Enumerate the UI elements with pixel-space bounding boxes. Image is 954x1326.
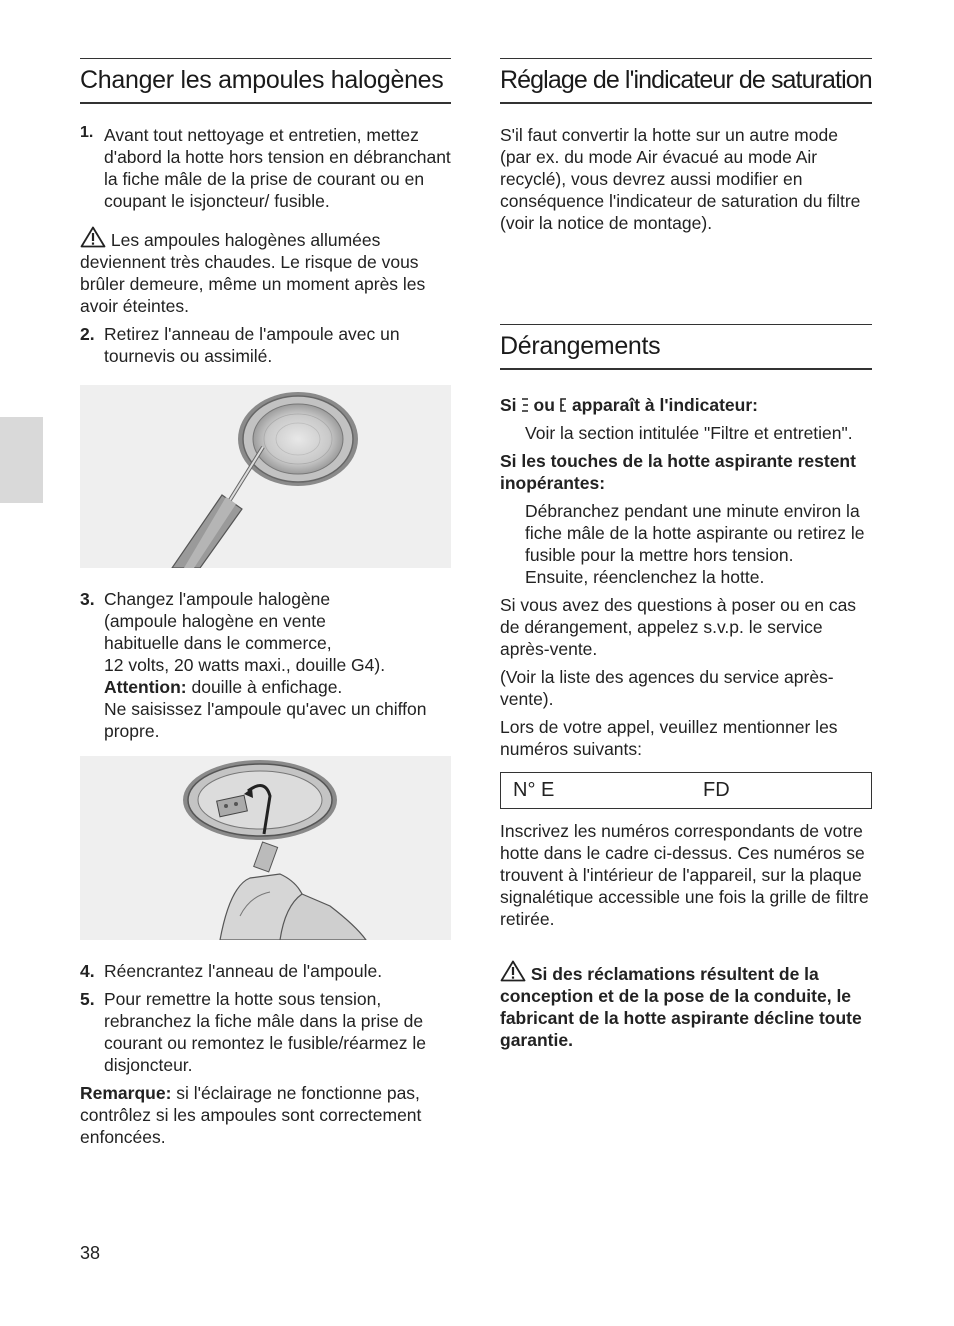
attention-line bbox=[104, 676, 451, 698]
warning-text: Les ampoules halogènes allumées deviennent très chaudes. Le risque de vous brûler demeure, même un moment après les avoir éteintes. bbox=[80, 230, 426, 316]
section-heading-troubleshooting: Dérangements bbox=[500, 324, 872, 370]
step-4 bbox=[80, 960, 451, 982]
q1-part-c: apparaît à l'indicateur: bbox=[571, 395, 758, 415]
step-number: 2. bbox=[80, 324, 95, 344]
step-text: Retirez l'anneau de l'ampoule avec un tournevis ou assimilé. bbox=[104, 324, 400, 366]
warning-paragraph bbox=[80, 226, 451, 317]
segment-display-icon bbox=[520, 397, 530, 413]
answer-buttons: Débranchez pendant une minute environ la fiche mâle de la hotte aspirante ou retirez le fusible pour la mettre hors tension. bbox=[525, 501, 865, 565]
step3-line: Changez l'ampoule halogène bbox=[104, 589, 331, 609]
right-column bbox=[500, 58, 872, 1051]
screwdriver-ring-illustration bbox=[80, 385, 451, 568]
answer-buttons-followup: Ensuite, réenclenchez la hotte. bbox=[525, 567, 765, 587]
step-number: 1. bbox=[80, 124, 94, 141]
fd-number-label: FD bbox=[703, 779, 730, 801]
warning-triangle-icon bbox=[500, 960, 526, 982]
section-heading-halogen: Changer les ampoules halogènes bbox=[80, 58, 451, 104]
mention-paragraph: Lors de votre appel, veuillez mentionner les numéros suivants: bbox=[500, 717, 838, 759]
step-number: 3. bbox=[80, 589, 95, 609]
remark-paragraph bbox=[80, 1082, 451, 1148]
step-text bbox=[104, 588, 451, 742]
remark-text: si l'éclairage ne fonctionne pas, contrôlez si les ampoules sont correctement enfoncées. bbox=[80, 1083, 422, 1147]
segment-display-icon bbox=[558, 397, 568, 413]
saturation-paragraph: S'il faut convertir la hotte sur un autre mode (par ex. du mode Air évacué au mode Air recyclé), vous devrez aussi modifier en conséquence l'indicateur de saturation du filtre (voir la notice de montage). bbox=[500, 125, 861, 233]
step-number: 4. bbox=[80, 961, 95, 981]
step3-line: (ampoule halogène en vente bbox=[104, 611, 326, 631]
page-number: 38 bbox=[80, 1243, 101, 1263]
warranty-warning-text: Si des réclamations résultent de la conception et de la pose de la conduite, le fabricant de la hotte aspirante décline toute garantie. bbox=[500, 964, 862, 1050]
section-heading-saturation: Réglage de l'indicateur de saturation bbox=[500, 58, 872, 104]
illustration-insert-bulb bbox=[80, 756, 451, 940]
answer-indicator: Voir la section intitulée "Filtre et entretien". bbox=[525, 423, 853, 443]
e-number-label: N° E bbox=[513, 779, 555, 801]
step3-line: habituelle dans le commerce, bbox=[104, 633, 332, 653]
step3-line: 12 volts, 20 watts maxi., douille G4). bbox=[104, 655, 386, 675]
q1-part-a: Si bbox=[500, 395, 517, 415]
service-paragraph: Si vous avez des questions à poser ou en cas de dérangement, appelez s.v.p. le service après-vente. bbox=[500, 595, 857, 659]
step-5 bbox=[80, 988, 451, 1076]
serial-number-box bbox=[500, 772, 872, 809]
step-1 bbox=[80, 124, 451, 212]
q1-part-b: ou bbox=[533, 395, 555, 415]
warning-triangle-icon bbox=[80, 226, 106, 248]
step-text: Pour remettre la hotte sous tension, rebranchez la fiche mâle dans la prise de courant ou remontez le fusible/réarmez le disjoncteur. bbox=[104, 989, 426, 1075]
bulb-insertion-illustration bbox=[80, 756, 451, 940]
step-text: Avant tout nettoyage et entretien, mettez d'abord la hotte hors tension en débranchant la fiche mâle de la prise de courant ou en coupant le isjoncteur/ fusible. bbox=[104, 125, 451, 211]
illustration-remove-ring bbox=[80, 385, 451, 568]
left-column bbox=[80, 58, 451, 1148]
attention-text: douille à enfichage. bbox=[186, 677, 343, 697]
step-3 bbox=[80, 588, 451, 742]
attention-label: Attention: bbox=[104, 677, 187, 697]
step-text: Réencrantez l'anneau de l'ampoule. bbox=[104, 961, 383, 981]
question-indicator bbox=[500, 394, 872, 416]
step-2 bbox=[80, 323, 451, 367]
remark-label: Remarque: bbox=[80, 1083, 172, 1103]
side-tab-marker bbox=[0, 417, 43, 503]
step3-last-line: Ne saisissez l'ampoule qu'avec un chiffon propre. bbox=[104, 699, 427, 741]
numbers-explanation: Inscrivez les numéros correspondants de votre hotte dans le cadre ci-dessus. Ces numéros se trouvent à l'intérieur de l'appareil, sur la plaque signalétique accessible une fois la grille de filtre retirée. bbox=[500, 821, 869, 929]
agencies-paragraph: (Voir la liste des agences du service après-vente). bbox=[500, 667, 834, 709]
warranty-warning bbox=[500, 960, 872, 1051]
step-number: 5. bbox=[80, 989, 95, 1009]
question-buttons: Si les touches de la hotte aspirante restent inopérantes: bbox=[500, 451, 856, 493]
